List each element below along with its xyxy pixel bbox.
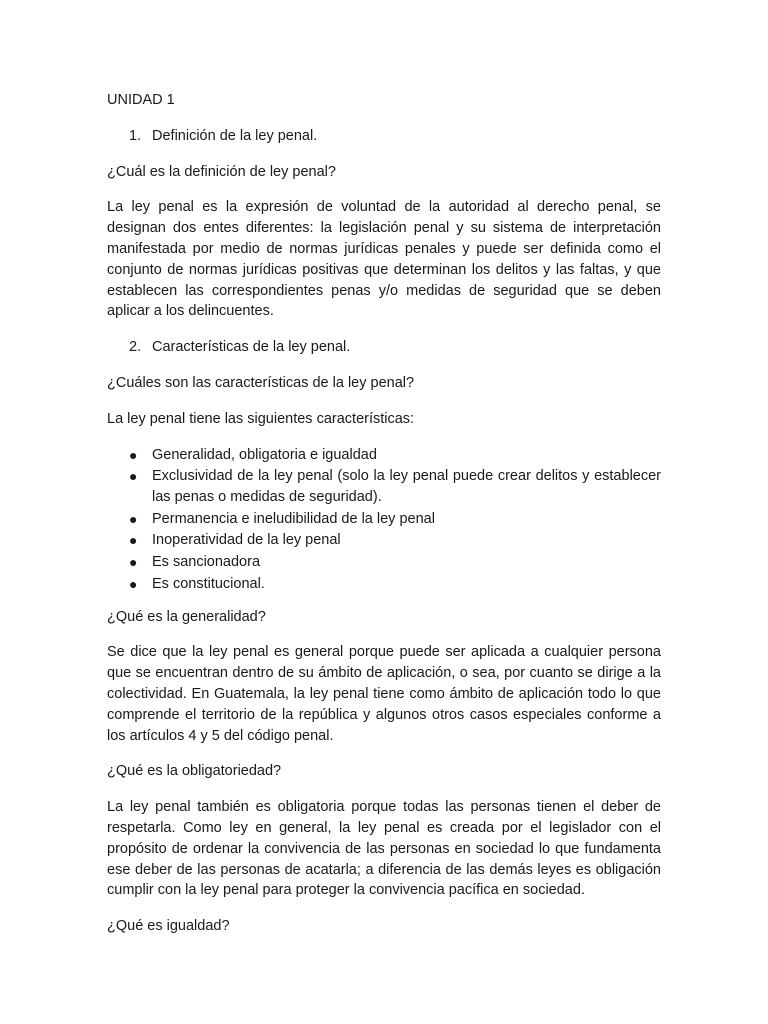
list-item bbox=[107, 466, 661, 508]
section-number: 1. bbox=[129, 127, 142, 144]
section-title: Características de la ley penal. bbox=[152, 339, 351, 356]
question-characteristics: ¿Cuáles son las características de la ley penal? bbox=[107, 374, 415, 391]
list-item-text: Exclusividad de la ley penal (solo la ley penal puede crear delitos y establecer las penas o medidas de seguridad). bbox=[152, 468, 661, 506]
section-heading-2 bbox=[129, 337, 661, 358]
bullet-icon: ● bbox=[129, 468, 138, 485]
list-item-text: Generalidad, obligatoria e igualdad bbox=[152, 446, 377, 463]
document-page bbox=[107, 90, 661, 952]
question-generality: ¿Qué es la generalidad? bbox=[107, 608, 266, 625]
characteristics-list bbox=[107, 445, 661, 595]
paragraph-generality: Se dice que la ley penal es general porque puede ser aplicada a cualquier persona que se encuentran dentro de su ámbito de aplicación, o sea, por cuanto se dirige a la colectividad. En Guatemala, la ley penal tiene como ámbito de aplicación todo lo que comprende el territorio de la república y algunos otros casos especiales conforme a los artículos 4 y 5 del código penal. bbox=[107, 644, 661, 744]
question-definition: ¿Cuál es la definición de ley penal? bbox=[107, 163, 336, 180]
bullet-icon: ● bbox=[129, 532, 138, 549]
question-obligatoriness: ¿Qué es la obligatoriedad? bbox=[107, 763, 282, 780]
list-item-text: Es sancionadora bbox=[152, 553, 261, 570]
list-item bbox=[107, 574, 661, 595]
paragraph-definition: La ley penal es la expresión de voluntad de la autoridad al derecho penal, se designan dos entes diferentes: la legislación penal y su sistema de interpretación manifestada por medio de normas jurídicas penales y puede ser definida como el conjunto de normas jurídicas positivas que determinan los delitos y las faltas, y que establecen las correspondientes penas y/o medidas de seguridad que se deben aplicar a los delincuentes. bbox=[107, 199, 661, 320]
unit-title: UNIDAD 1 bbox=[107, 92, 175, 108]
bullet-icon: ● bbox=[129, 575, 138, 592]
paragraph-characteristics-intro: La ley penal tiene las siguientes características: bbox=[107, 410, 415, 427]
list-item bbox=[107, 445, 661, 466]
list-item bbox=[107, 552, 661, 573]
question-equality: ¿Qué es igualdad? bbox=[107, 918, 230, 935]
section-number: 2. bbox=[129, 339, 142, 356]
list-item bbox=[107, 509, 661, 530]
bullet-icon: ● bbox=[129, 446, 138, 463]
bullet-icon: ● bbox=[129, 510, 138, 527]
section-heading-1 bbox=[129, 126, 661, 147]
paragraph-obligatoriness: La ley penal también es obligatoria porque todas las personas tienen el deber de respetarla. Como ley en general, la ley penal es creada por el legislador con el propósito de ordenar la convivencia de las personas en sociedad lo que fundamenta ese deber de las personas de acatarla; a diferencia de las demás leyes es obligación cumplir con la ley penal para proteger la convivencia pacífica en sociedad. bbox=[107, 799, 661, 899]
list-item-text: Inoperatividad de la ley penal bbox=[152, 532, 341, 549]
bullet-icon: ● bbox=[129, 553, 138, 570]
list-item-text: Es constitucional. bbox=[152, 575, 265, 592]
section-title: Definición de la ley penal. bbox=[152, 127, 318, 144]
list-item-text: Permanencia e ineludibilidad de la ley penal bbox=[152, 510, 435, 527]
list-item bbox=[107, 530, 661, 551]
